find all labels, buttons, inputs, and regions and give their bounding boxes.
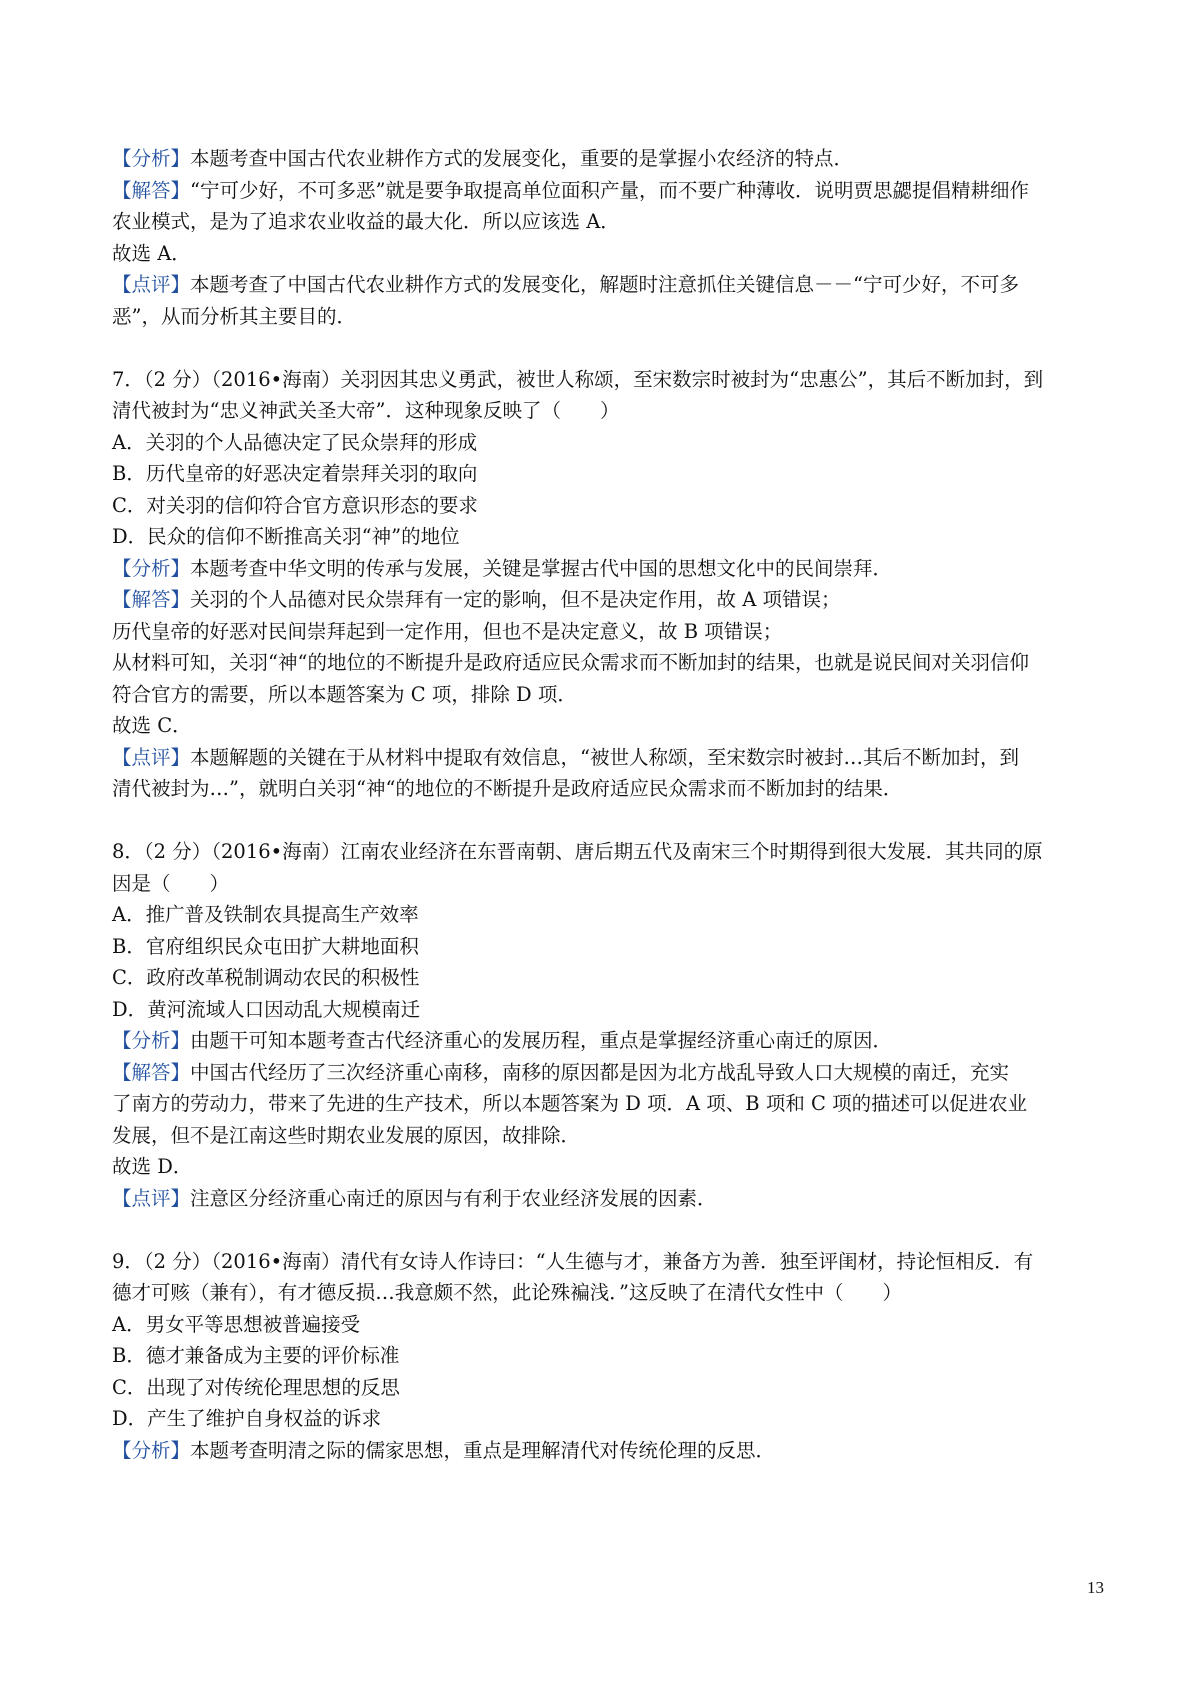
q8-answer-text-2: 了南方的劳动力，带来了先进的生产技术，所以本题答案为 D 项．A 项、B 项和 C 项的描述可以促进农业 [112, 1092, 1028, 1115]
q8-analysis [112, 1025, 1102, 1057]
q8-option-b: B．官府组织民众屯田扩大耕地面积 [112, 934, 419, 958]
q8-analysis-text: 由题干可知本题考查古代经济重心的发展历程，重点是掌握经济重心南迁的原因． [190, 1029, 893, 1052]
q6-analysis [112, 143, 1102, 175]
q6-comment-text-2: 恶”，从而分析其主要目的． [112, 304, 356, 328]
q8-option-d: D．黄河流域人口因动乱大规模南迁 [112, 997, 421, 1021]
q8-comment [112, 1183, 1102, 1215]
q6-analysis-text: 本题考查中国古代农业耕作方式的发展变化，重要的是掌握小农经济的特点． [190, 147, 854, 170]
q8-stem-1: 8．（2 分）（2016•海南）江南农业经济在东晋南朝、唐后期五代及南宋三个时期得到很大发展．其共同的原 [112, 840, 1043, 863]
q7-comment [112, 742, 1102, 774]
answer-tag: 【解答】 [112, 588, 191, 611]
q9-analysis [112, 1435, 1102, 1467]
q8-stem-2: 因是（ ） [112, 871, 230, 895]
q6-comment-text-1: 本题考查了中国古代农业耕作方式的发展变化，解题时注意抓住关键信息－－“宁可少好，不可多 [190, 273, 1019, 296]
spacer [112, 805, 1102, 837]
q7-answer-text-3: 从材料可知，关羽“神“的地位的不断提升是政府适应民众需求而不断加封的结果，也就是说民间对关羽信仰 [112, 651, 1029, 674]
analysis-tag: 【分析】 [112, 556, 191, 580]
spacer [112, 332, 1102, 364]
q7-stem-1: 7．（2 分）（2016•海南）关羽因其忠义勇武，被世人称颂，至宋数宗时被封为“忠惠公”，其后不断加封，到 [112, 367, 1044, 391]
q9-analysis-text: 本题考查明清之际的儒家思想，重点是理解清代对传统伦理的反思． [190, 1438, 776, 1462]
q6-answer-text-1: “宁可少好，不可多恶”就是要争取提高单位面积产量，而不要广种薄收．说明贾思勰提倡精耕细作 [190, 178, 1029, 202]
q8-answer-text-3: 发展，但不是江南这些时期农业发展的原因，故排除． [112, 1123, 581, 1147]
comment-tag: 【点评】 [112, 273, 191, 296]
analysis-tag: 【分析】 [112, 1438, 191, 1462]
q9-option-b: B．德才兼备成为主要的评价标准 [112, 1344, 400, 1367]
q6-choice: 故选 A． [112, 241, 191, 265]
page-content [112, 143, 1102, 1466]
q8-option-c: C．政府改革税制调动农民的积极性 [112, 966, 420, 989]
q7-answer-text-1: 关羽的个人品德对民众崇拜有一定的影响，但不是决定作用，故 A 项错误； [190, 588, 841, 611]
comment-tag: 【点评】 [112, 745, 191, 769]
q6-answer-text-2: 农业模式，是为了追求农业收益的最大化．所以应该选 A． [112, 210, 620, 233]
q8-option-a: A．推广普及铁制农具提高生产效率 [112, 903, 419, 926]
q7-choice: 故选 C． [112, 714, 192, 737]
q7-option-d: D．民众的信仰不断推高关羽“神”的地位 [112, 525, 460, 548]
q8-choice: 故选 D． [112, 1155, 193, 1178]
q7-option-b: B．历代皇帝的好恶决定着崇拜关羽的取向 [112, 462, 478, 485]
q8-answer-text-1: 中国古代经历了三次经济重心南移，南移的原因都是因为北方战乱导致人口大规模的南迁，充实 [190, 1060, 1010, 1084]
q7-answer [112, 584, 1102, 616]
spacer [112, 1214, 1102, 1246]
answer-tag: 【解答】 [112, 178, 191, 202]
q7-analysis-text: 本题考查中华文明的传承与发展，关键是掌握古代中国的思想文化中的民间崇拜． [190, 556, 893, 580]
q9-stem-1: 9．（2 分）（2016•海南）清代有女诗人作诗曰：“人生德与才，兼备方为善．独至评闺材，持论恒相反．有 [112, 1249, 1034, 1273]
q7-option-a: A．关羽的个人品德决定了民众崇拜的形成 [112, 430, 478, 454]
q9-option-c: C．出现了对传统伦理思想的反思 [112, 1375, 400, 1399]
analysis-tag: 【分析】 [112, 1029, 191, 1052]
comment-tag: 【点评】 [112, 1186, 191, 1210]
q9-option-a: A．男女平等思想被普遍接受 [112, 1312, 361, 1336]
q7-stem-2: 清代被封为“忠义神武关圣大帝”．这种现象反映了（ ） [112, 399, 620, 422]
q7-comment-text-1: 本题解题的关键在于从材料中提取有效信息，“被世人称颂，至宋数宗时被封…其后不断加封，到 [190, 745, 1019, 769]
q6-comment [112, 269, 1102, 301]
q6-answer [112, 175, 1102, 207]
q7-answer-text-2: 历代皇帝的好恶对民间崇拜起到一定作用，但也不是决定意义，故 B 项错误； [112, 619, 783, 643]
q7-comment-text-2: 清代被封为…”，就明白关羽“神“的地位的不断提升是政府适应民众需求而不断加封的结果． [112, 777, 903, 800]
q7-option-c: C．对关羽的信仰符合官方意识形态的要求 [112, 493, 478, 517]
q8-answer [112, 1057, 1102, 1089]
q8-comment-text: 注意区分经济重心南迁的原因与有利于农业经济发展的因素． [190, 1186, 717, 1210]
q9-stem-2: 德才可赅（兼有），有才德反损…我意颇不然，此论殊褊浅．”这反映了在清代女性中（ ） [112, 1281, 902, 1304]
q9-option-d: D．产生了维护自身权益的诉求 [112, 1407, 382, 1430]
q7-answer-text-4: 符合官方的需要，所以本题答案为 C 项，排除 D 项． [112, 682, 577, 706]
page-number: 13 [1087, 1578, 1104, 1597]
answer-tag: 【解答】 [112, 1060, 191, 1084]
analysis-tag: 【分析】 [112, 147, 191, 170]
q7-analysis [112, 553, 1102, 585]
